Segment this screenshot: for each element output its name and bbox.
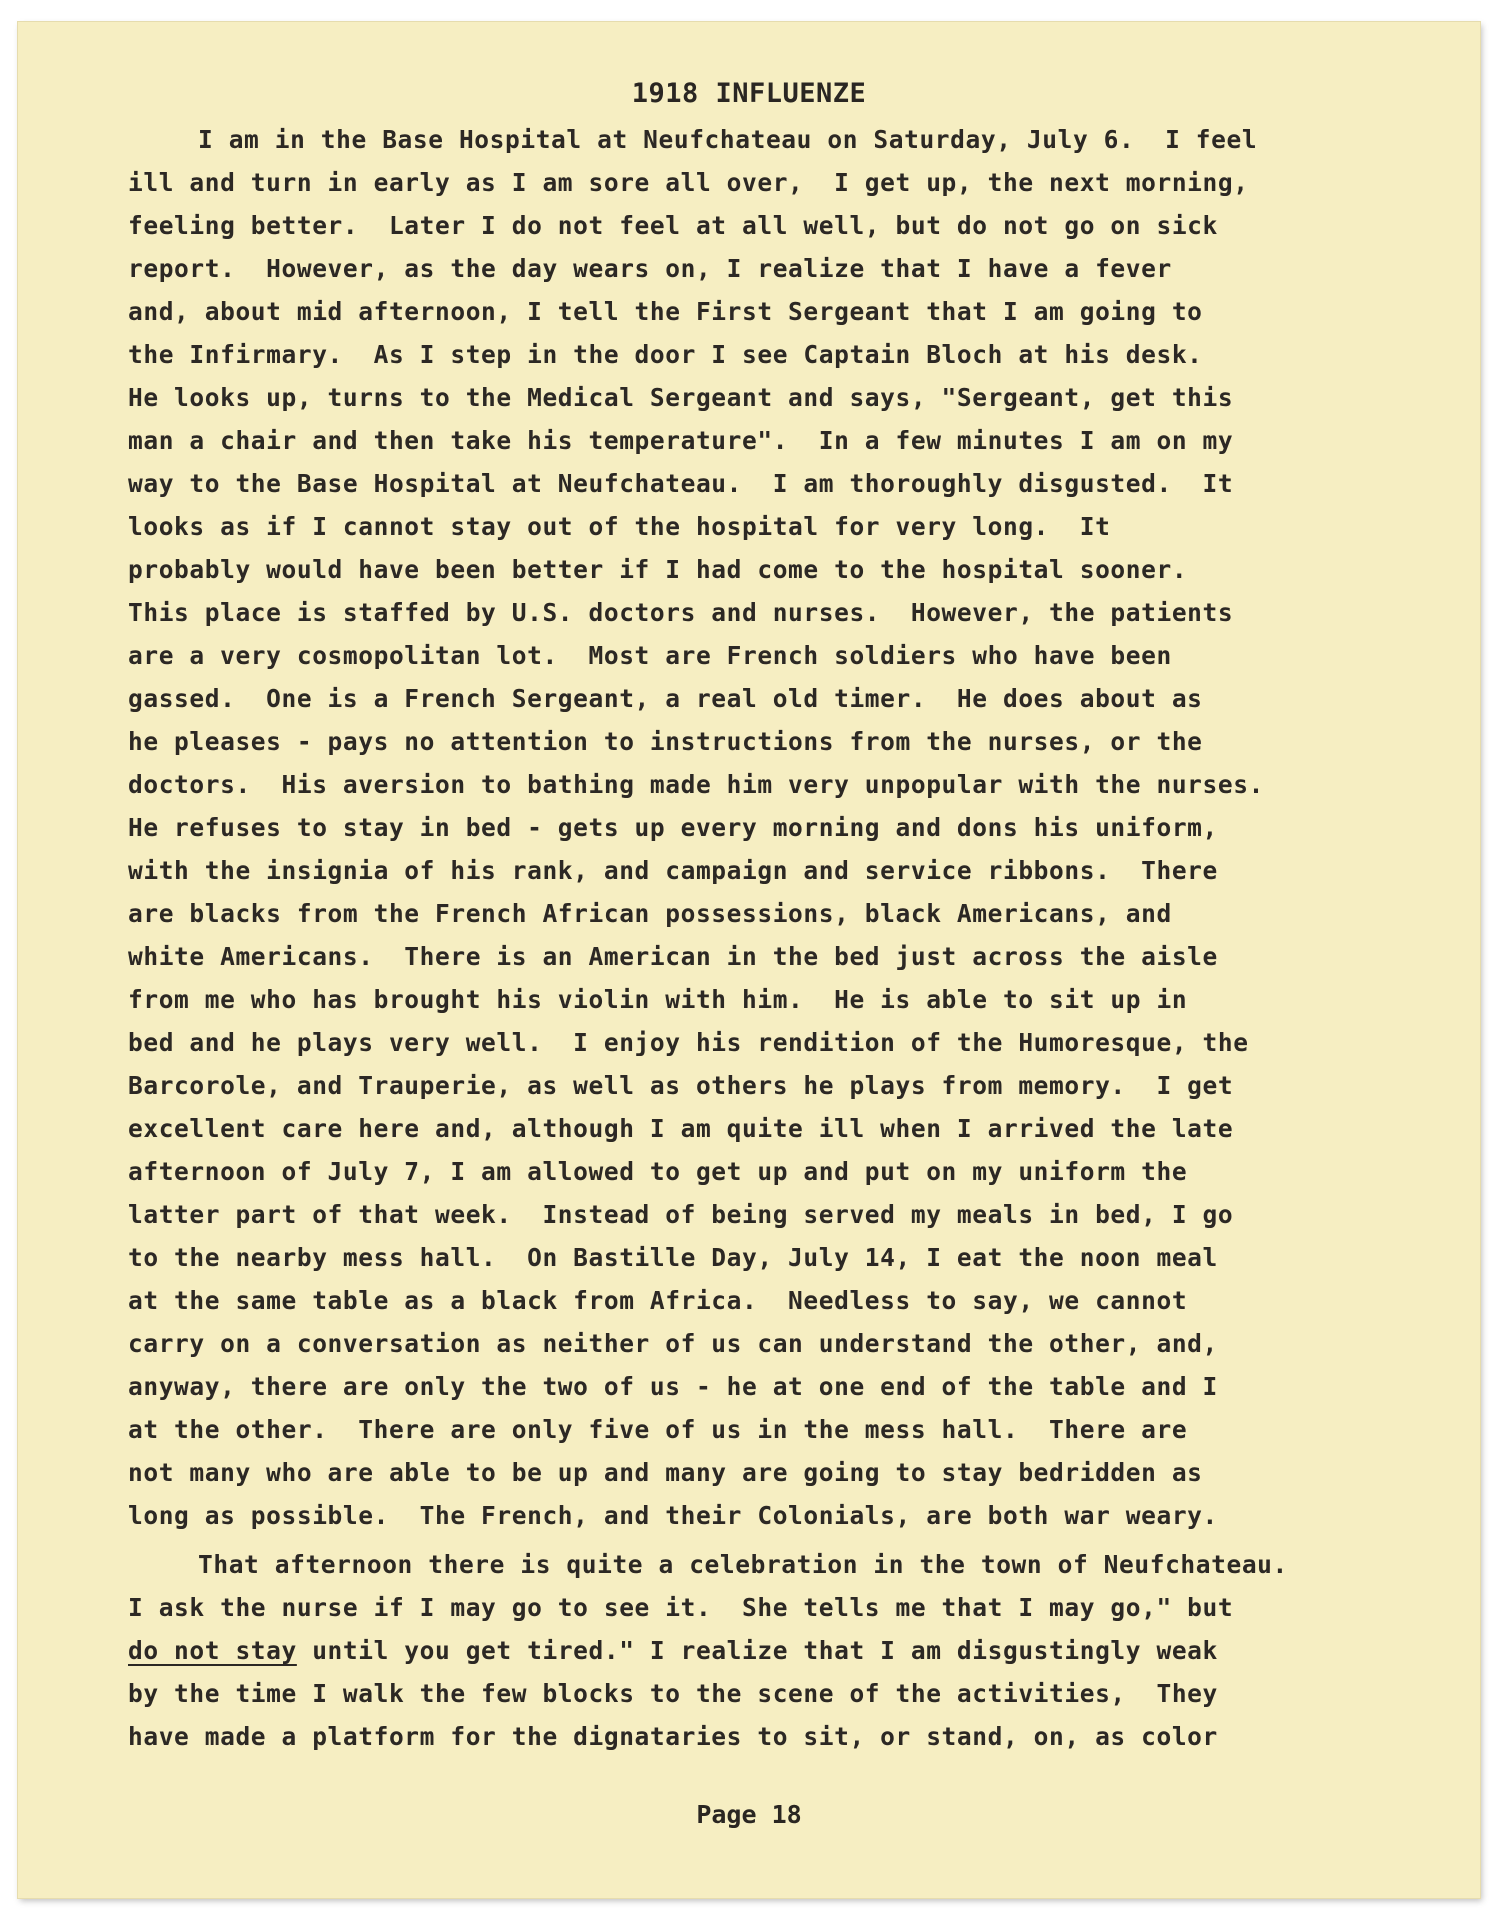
text-line: This place is staffed by U.S. doctors and nurses. However, the patients	[128, 598, 1234, 627]
paragraph-1	[128, 118, 1468, 1537]
text-line: latter part of that week. Instead of being served my meals in bed, I go	[128, 1200, 1234, 1229]
text-line: looks as if I cannot stay out of the hospital for very long. It	[128, 512, 1111, 541]
text-line: the Infirmary. As I step in the door I see Captain Bloch at his desk.	[128, 340, 1203, 369]
underlined-phrase: do not stay	[128, 1636, 297, 1665]
text-line: bed and he plays very well. I enjoy his rendition of the Humoresque, the	[128, 1028, 1249, 1057]
text-line: carry on a conversation as neither of us can understand the other, and,	[128, 1329, 1218, 1358]
text-line: afternoon of July 7, I am allowed to get up and put on my uniform the	[128, 1157, 1188, 1186]
text-line: anyway, there are only the two of us - he at one end of the table and I	[128, 1372, 1218, 1401]
text-line: at the other. There are only five of us in the mess hall. There are	[128, 1415, 1188, 1444]
page-number: Page 18	[696, 1800, 802, 1829]
text-line: are blacks from the French African possessions, black Americans, and	[128, 899, 1172, 928]
text-line: He looks up, turns to the Medical Sergeant and says, "Sergeant, get this	[128, 383, 1234, 412]
text-line: He refuses to stay in bed - gets up every morning and dons his uniform,	[128, 813, 1218, 842]
text-line: feeling better. Later I do not feel at all well, but do not go on sick	[128, 211, 1218, 240]
text-line: I ask the nurse if I may go to see it. She tells me that I may go," but	[128, 1593, 1234, 1622]
text-line: he pleases - pays no attention to instructions from the nurses, or the	[128, 727, 1203, 756]
text-line: have made a platform for the dignataries to sit, or stand, on, as color	[128, 1722, 1218, 1751]
paragraph-2	[128, 1543, 1468, 1758]
text-line: ill and turn in early as I am sore all over, I get up, the next morning,	[128, 168, 1249, 197]
line-continuation: until you get tired." I realize that I am disgustingly weak	[296, 1636, 1218, 1665]
text-line: not many who are able to be up and many are going to stay bedridden as	[128, 1458, 1203, 1487]
text-line: are a very cosmopolitan lot. Most are French soldiers who have been	[128, 641, 1172, 670]
text-line: at the same table as a black from Africa. Needless to say, we cannot	[128, 1286, 1188, 1315]
page-title: 1918 INFLUENZE	[631, 78, 867, 109]
text-line: way to the Base Hospital at Neufchateau. I am thoroughly disgusted. It	[128, 469, 1234, 498]
text-line: man a chair and then take his temperature". In a few minutes I am on my	[128, 426, 1234, 455]
text-line: with the insignia of his rank, and campaign and service ribbons. There	[128, 856, 1218, 885]
text-line: white Americans. There is an American in the bed just across the aisle	[128, 942, 1218, 971]
text-line: That afternoon there is quite a celebration in the town of Neufchateau.	[198, 1550, 1288, 1579]
text-line: doctors. His aversion to bathing made him very unpopular with the nurses.	[128, 770, 1264, 799]
body-text	[128, 118, 1468, 1758]
text-line: gassed. One is a French Sergeant, a real old timer. He does about as	[128, 684, 1203, 713]
text-line: probably would have been better if I had come to the hospital sooner.	[128, 555, 1188, 584]
typewritten-page	[18, 22, 1480, 1898]
text-line: from me who has brought his violin with him. He is able to sit up in	[128, 985, 1188, 1014]
text-line: by the time I walk the few blocks to the scene of the activities, They	[128, 1679, 1218, 1708]
text-line: and, about mid afternoon, I tell the First Sergeant that I am going to	[128, 297, 1203, 326]
text-line: excellent care here and, although I am quite ill when I arrived the late	[128, 1114, 1234, 1143]
text-line: I am in the Base Hospital at Neufchateau on Saturday, July 6. I feel	[198, 125, 1258, 154]
text-line: Barcorole, and Trauperie, as well as others he plays from memory. I get	[128, 1071, 1234, 1100]
text-line: long as possible. The French, and their Colonials, are both war weary.	[128, 1501, 1218, 1530]
text-line: report. However, as the day wears on, I realize that I have a fever	[128, 254, 1172, 283]
text-line	[128, 1629, 1468, 1672]
text-line: to the nearby mess hall. On Bastille Day, July 14, I eat the noon meal	[128, 1243, 1218, 1272]
